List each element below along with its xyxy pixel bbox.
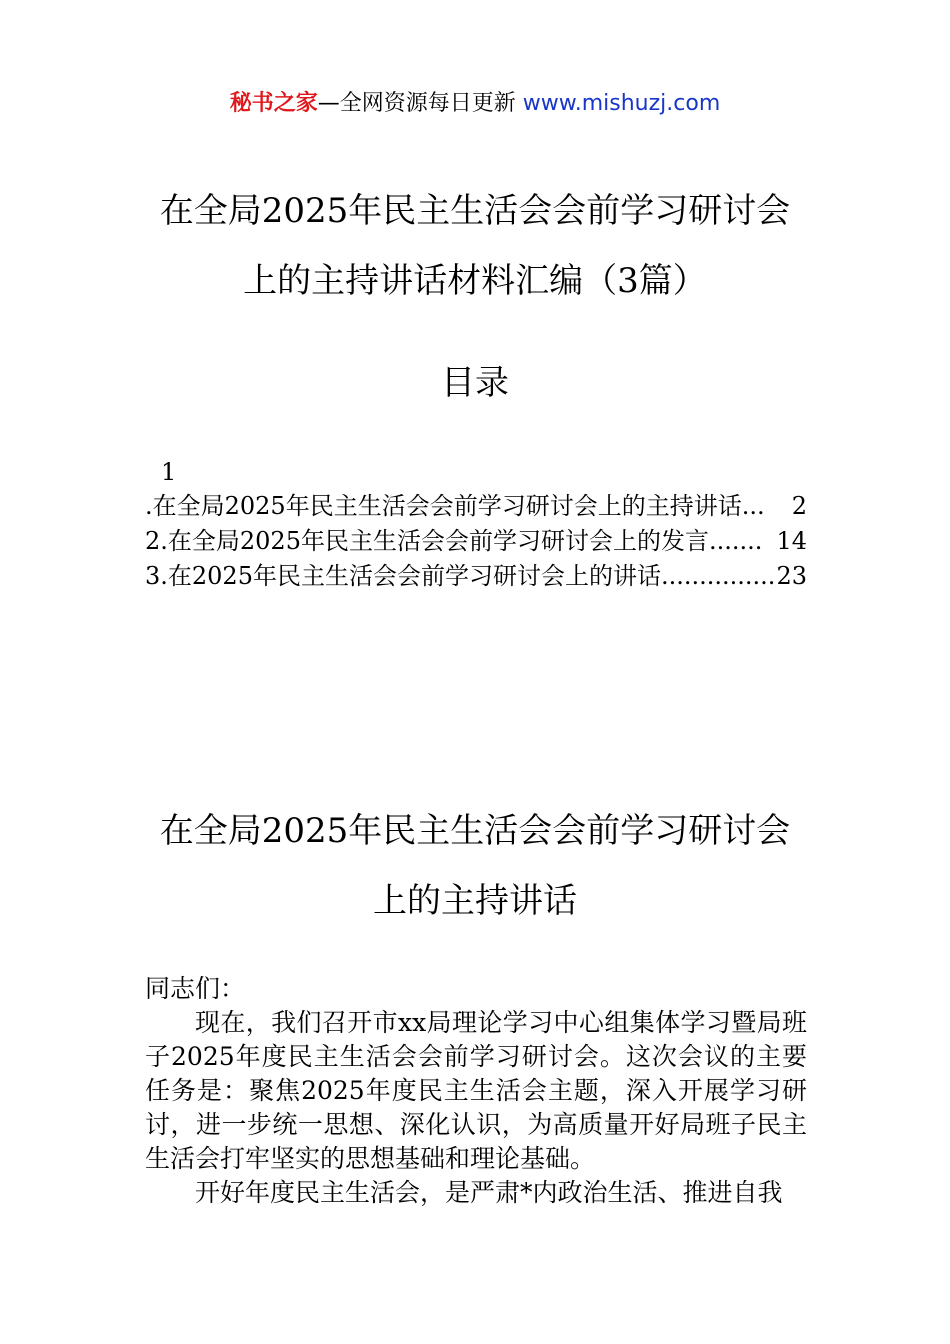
paragraph-1: 现在，我们召开市xx局理论学习中心组集体学习暨局班子2025年度民主生活会会前学习研讨会。这次会议的主要任务是：聚焦2025年度民主生活会主题，深入开展学习研讨，进一步统一思想、深化认识，为高质量开好局班子民主生活会打牢坚实的思想基础和理论基础。 (145, 1008, 807, 1173)
toc-item-3[interactable] (145, 558, 807, 593)
site-url-link[interactable]: www.mishuzj.com (522, 91, 721, 116)
toc-item-text: 3.在2025年民主生活会会前学习研讨会上的讲话 (145, 562, 661, 590)
paragraph-2: 开好年度民主生活会，是严肃*内政治生活、推进自我 (195, 1178, 783, 1207)
toc-item-1[interactable] (145, 488, 807, 523)
header-tagline: —全网资源每日更新 (317, 91, 516, 116)
toc-first-number: 1 (161, 458, 177, 486)
greeting: 同志们： (145, 974, 246, 1003)
toc-item-leader: ....... (708, 527, 763, 555)
toc-item-page: 14 (776, 527, 807, 555)
toc-heading: 目录 (441, 363, 509, 403)
toc-item-leader: ... (741, 492, 765, 520)
document-title-line-1: 在全局2025年民主生活会会前学习研讨会 (159, 191, 791, 231)
toc-item-text: 2.在全局2025年民主生活会会前学习研讨会上的发言 (145, 527, 709, 555)
document-title (0, 176, 950, 316)
site-header (0, 88, 950, 120)
toc-item-page: 2 (791, 492, 807, 520)
toc-item-leader: ............... (660, 562, 776, 590)
brand-name: 秘书之家 (229, 91, 318, 116)
toc-item-page: 23 (776, 562, 807, 590)
section-title-line-2: 上的主持讲话 (373, 881, 577, 921)
toc-item-2[interactable] (145, 523, 807, 558)
document-title-line-2: 上的主持讲话材料汇编（3篇） (243, 261, 707, 301)
section-title (0, 796, 950, 936)
toc-item-text: .在全局2025年民主生活会会前学习研讨会上的主持讲话 (145, 492, 742, 520)
table-of-contents (145, 456, 807, 593)
section-body (145, 972, 807, 1210)
section-title-line-1: 在全局2025年民主生活会会前学习研讨会 (159, 811, 791, 851)
